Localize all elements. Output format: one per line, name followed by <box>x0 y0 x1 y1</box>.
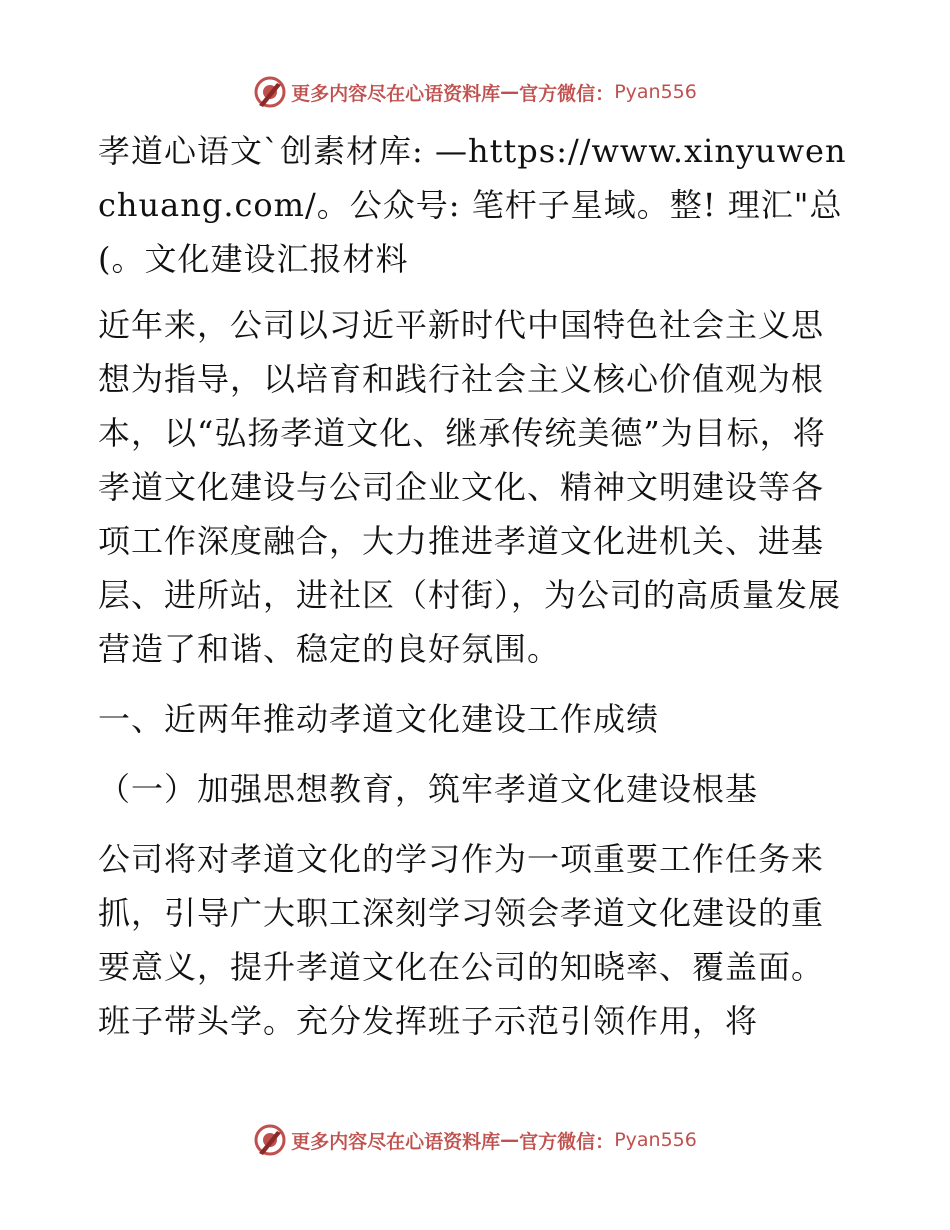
intro-line: 孝道心语文`创素材库: —https://www.xinyuwenchuang.com/。公众号: 笔杆子星域。整! 理汇"总 (。文化建设汇报材料 <box>98 132 847 278</box>
pen-seal-icon <box>253 1123 287 1157</box>
banner-wechat-handle: Pyan556 <box>614 1129 697 1151</box>
banner-wechat-handle: Pyan556 <box>614 81 697 103</box>
subsection-heading: （一）加强思想教育，筑牢孝道文化建设根基 <box>98 770 759 808</box>
document-body <box>98 124 854 1048</box>
paragraph-intro: 近年来，公司以习近平新时代中国特色社会主义思想为指导，以培育和践行社会主义核心价值观为根本，以“弘扬孝道文化、继承传统美德”为目标，将孝道文化建设与公司企业文化、精神文明建设等各项工作深度融合，大力推进孝道文化进机关、进基层、进所站，进社区（村街），为公司的高质量发展营造了和谐、稳定的良好氛围。 <box>98 306 842 668</box>
banner-wechat-label: 官方微信： <box>519 1130 615 1153</box>
banner-site-text: 更多内容尽在心语资料库 <box>291 1130 501 1153</box>
paragraph-education: 公司将对孝道文化的学习作为一项重要工作任务来抓，引导广大职工深刻学习领会孝道文化建设的重要意义，提升孝道文化在公司的知晓率、覆盖面。班子带头学。充分发挥班子示范引领作用，将 <box>98 840 825 1040</box>
banner-dash: — <box>500 81 520 103</box>
footer-watermark-banner <box>0 1120 950 1160</box>
header-watermark-banner <box>0 72 950 112</box>
section-heading: 一、近两年推动孝道文化建设工作成绩 <box>98 700 660 738</box>
banner-wechat-label: 官方微信： <box>519 82 615 105</box>
banner-dash: — <box>500 1129 520 1151</box>
banner-site-text: 更多内容尽在心语资料库 <box>291 82 501 105</box>
pen-seal-icon <box>253 75 287 109</box>
